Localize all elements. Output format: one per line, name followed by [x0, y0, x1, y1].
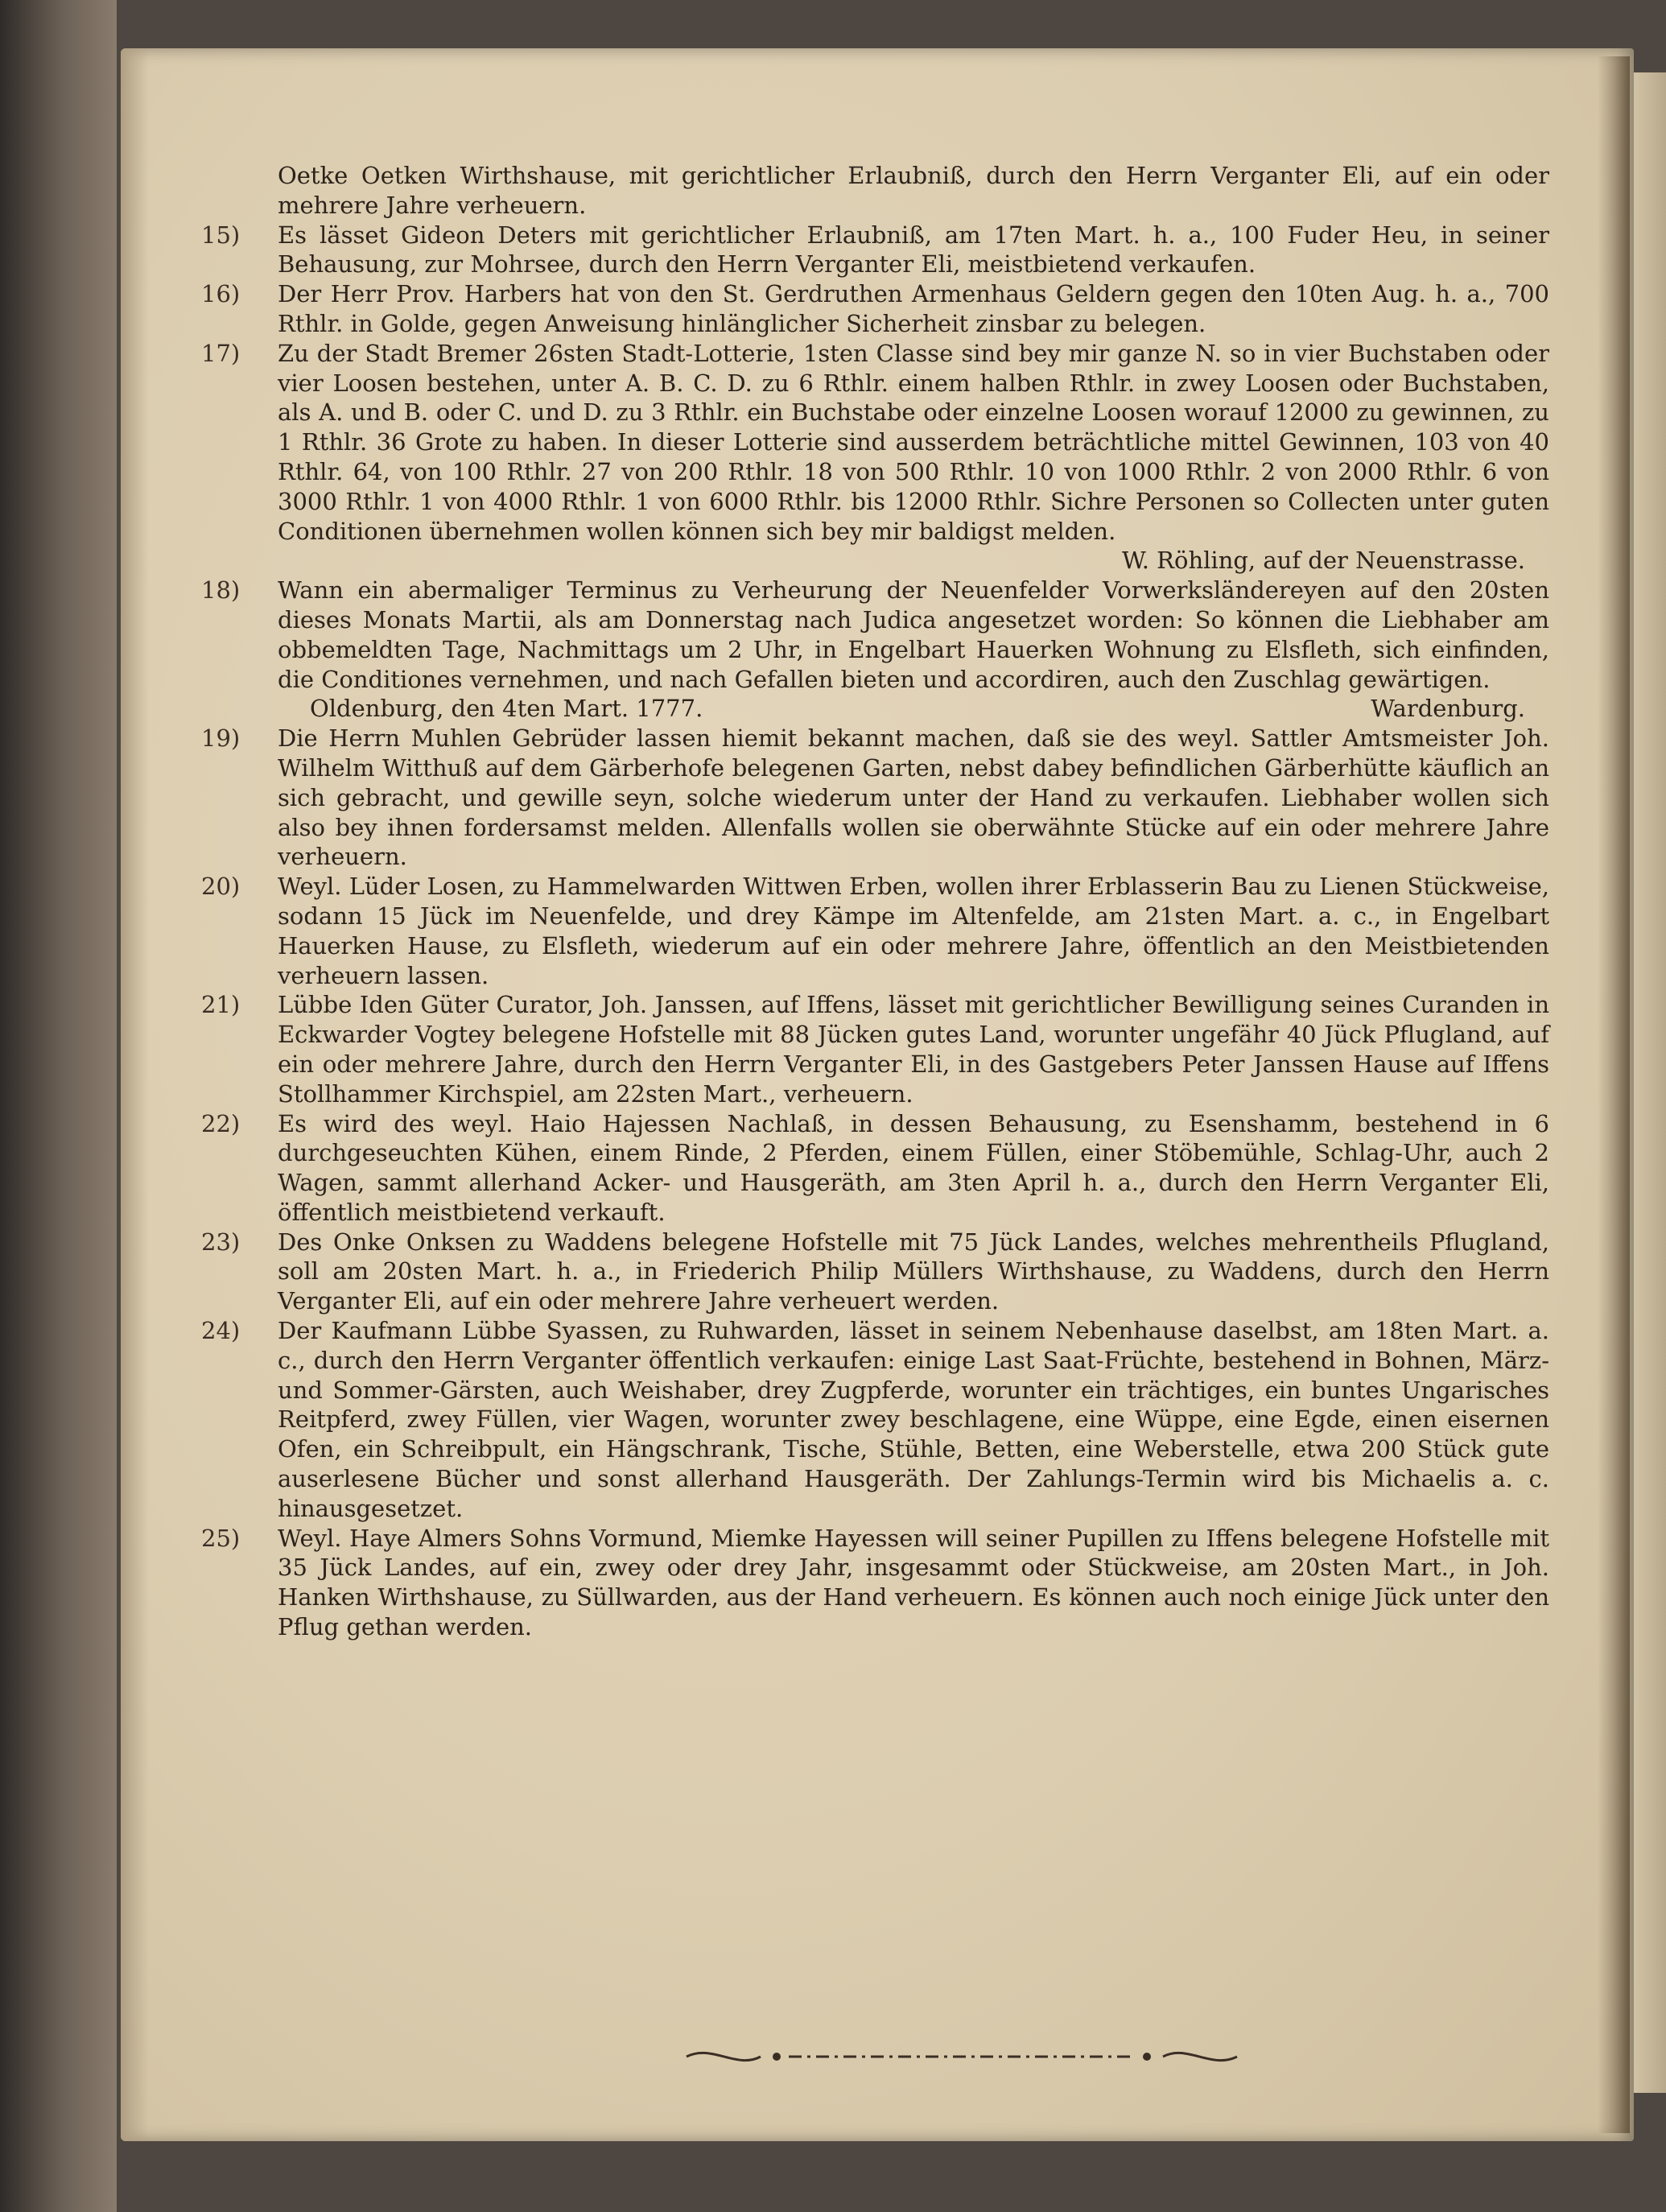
entry-text: Der Kaufmann Lübbe Syassen, zu Ruhwarden, lässet in seinem Nebenhause daselbst, am 18ten Mart. a. c., durch den Herrn Verganter öffentlich verkaufen: einige Last Saat-Früchte, bestehend in Bohnen, März- und Sommer-Gärsten, auch Weishaber, drey Zugpferde, worunter ein trächtiges, ein buntes Ungarisches Reitpferd, zwey Füllen, vier Wagen, worunter zwey beschlagene, eine Wüppe, eine Egde, einen eisernen Ofen, ein Schreibpult, ein Hängschrank, Tische, Stühle, Betten, eine Weberstelle, etwa 200 Stück gute auserlesene Bücher und sonst allerhand Hausgeräth. Der Zahlungs-Termin wird bis Michaelis a. c. hinausgesetzet.	[278, 1317, 1549, 1522]
entry-number: 17)	[201, 339, 241, 367]
entry-number: 18)	[201, 576, 241, 605]
notice-text-block	[201, 161, 1549, 1642]
notice-entry-25	[201, 1524, 1549, 1642]
entry-text: Es wird des weyl. Haio Hajessen Nachlaß, in dessen Behausung, zu Esenshamm, bestehend in 6 durchgeseuchten Kühen, einem Rinde, 2 Pferden, einem Füllen, einer Stöbemühle, Schlag-Uhr, auch 2 Wagen, sammt allerhand Acker- und Hausgeräth, am 3ten April h. a., durch den Herrn Verganter Eli, öffentlich meistbietend verkauft.	[278, 1109, 1549, 1226]
entry-number: 24)	[201, 1317, 241, 1345]
notice-entry-22	[201, 1109, 1549, 1228]
entry-number: 25)	[201, 1524, 241, 1552]
entry-text: Der Herr Prov. Harbers hat von den St. Gerdruthen Armenhaus Geldern gegen den 10ten Aug. h. a., 700 Rthlr. in Golde, gegen Anweisung hinlänglicher Sicherheit zinsbar zu belegen.	[278, 280, 1549, 337]
notice-entry-17	[201, 339, 1549, 576]
entry-text: Die Herrn Muhlen Gebrüder lassen hiemit bekannt machen, daß sie des weyl. Sattler Amtsmeister Joh. Wilhelm Witthuß auf dem Gärberhofe belegenen Garten, nebst dabey befindlichen Gärberhütte käuflich an sich gebracht, und gewille seyn, solche wiederum unter der Hand zu verkaufen. Liebhaber wollen sich also bey ihnen fordersamst melden. Allenfalls wollen sie oberwähnte Stücke auf ein oder mehrere Jahre verheuern.	[278, 724, 1549, 871]
entry-number: 23)	[201, 1228, 241, 1256]
entry-number: 20)	[201, 873, 241, 901]
entry-text: Zu der Stadt Bremer 26sten Stadt-Lotterie, 1sten Classe sind bey mir ganze N. so in vier Buchstaben oder vier Loosen bestehen, unter A. B. C. D. zu 6 Rthlr. einem halben Rthlr. in zwey Loosen oder Buchstaben, als A. und B. oder C. und D. zu 3 Rthlr. ein Buchstabe oder einzelne Loosen worauf 12000 zu gewinnen, zu 1 Rthlr. 36 Grote zu haben. In dieser Lotterie sind ausserdem beträchtliche mittel Gewinnen, 103 von 40 Rthlr. 64, von 100 Rthlr. 27 von 200 Rthlr. 18 von 500 Rthlr. 10 von 1000 Rthlr. 2 von 2000 Rthlr. 6 von 3000 Rthlr. 1 von 4000 Rthlr. 1 von 6000 Rthlr. bis 12000 Rthlr. Sichre Personen so Collecten unter guten Conditionen übernehmen wollen können sich bey mir baldigst melden.	[278, 339, 1549, 545]
signature: W. Röhling, auf der Neuenstrasse.	[1122, 547, 1525, 575]
signature: Wardenburg.	[1371, 695, 1525, 723]
entry-text: Weyl. Lüder Losen, zu Hammelwarden Wittwen Erben, wollen ihrer Erblasserin Bau zu Lienen Stückweise, sodann 15 Jück im Neuenfelde, und drey Kämpe im Altenfelde, am 21sten Mart. a. c., in Engelbart Hauerken Hause, zu Elsfleth, wiederum auf ein oder mehrere Jahre, öffentlich an den Meistbietenden verheuern lassen.	[278, 873, 1549, 989]
signature-line	[278, 546, 1549, 576]
entry-text: Lübbe Iden Güter Curator, Joh. Janssen, auf Iffens, lässet mit gerichtlicher Bewilligung seines Curanden in Eckwarder Vogtey belegene Hofstelle mit 88 Jücken gutes Land, worunter ungefähr 40 Jück Pflugland, auf ein oder mehrere Jahre, durch den Herrn Verganter Eli, in des Gastgebers Peter Janssen Hause auf Iffens Stollhammer Kirchspiel, am 22sten Mart., verheuern.	[278, 991, 1549, 1108]
intro-entry	[201, 161, 1549, 221]
entry-text: Wann ein abermaliger Terminus zu Verheurung der Neuenfelder Vorwerksländereyen auf den 20sten dieses Monats Martii, als am Donnerstag nach Judica angesetzet worden: So können die Liebhaber am obbemeldten Tage, Nachmittags um 2 Uhr, in Engelbart Hauerken Wohnung zu Elsfleth, sich einfinden, die Conditiones vernehmen, und nach Gefallen bieten und accordiren, auch den Zuschlag gewärtigen.	[278, 576, 1549, 693]
intro-text: Oetke Oetken Wirthshause, mit gerichtlicher Erlaubniß, durch den Herrn Verganter Eli, auf ein oder mehrere Jahre verheuern.	[278, 162, 1549, 219]
entry-number: 22)	[201, 1109, 241, 1137]
decorative-ornament	[680, 2041, 1243, 2073]
notice-entry-15	[201, 221, 1549, 280]
notice-entry-20	[201, 872, 1549, 990]
previous-page-edge	[0, 0, 117, 2212]
notice-entry-16	[201, 279, 1549, 339]
place-date: Oldenburg, den 4ten Mart. 1777.	[310, 695, 703, 723]
notice-entry-19	[201, 724, 1549, 872]
notice-entry-24	[201, 1316, 1549, 1524]
date-signature-line	[278, 694, 1549, 724]
notice-entry-23	[201, 1228, 1549, 1316]
entry-number: 15)	[201, 221, 241, 249]
notice-entry-18	[201, 576, 1549, 724]
notice-entry-21	[201, 990, 1549, 1108]
entry-number: 16)	[201, 280, 241, 308]
gutter-shadow	[1598, 56, 1630, 2133]
page-binding-edge	[121, 48, 149, 2141]
entry-number: 21)	[201, 991, 241, 1019]
entry-text: Es lässet Gideon Deters mit gerichtlicher Erlaubniß, am 17ten Mart. h. a., 100 Fuder Heu, in seiner Behausung, zur Mohrsee, durch den Herrn Verganter Eli, meistbietend verkaufen.	[278, 221, 1549, 279]
entry-text: Des Onke Onksen zu Waddens belegene Hofstelle mit 75 Jück Landes, welches mehrentheils Pflugland, soll am 20sten Mart. h. a., in Friederich Philip Müllers Wirthshause, zu Waddens, durch den Herrn Verganter Eli, auf ein oder mehrere Jahre verheuert werden.	[278, 1228, 1549, 1315]
entry-number: 19)	[201, 724, 241, 753]
entry-text: Weyl. Haye Almers Sohns Vormund, Miemke Hayessen will seiner Pupillen zu Iffens belegene Hofstelle mit 35 Jück Landes, auf ein, zwey oder drey Jahr, insgesammt oder Stückweise, am 20sten Mart., in Joh. Hanken Wirthshause, zu Süllwarden, aus der Hand verheuern. Es können auch noch einige Jück unter den Pflug gethan werden.	[278, 1524, 1549, 1641]
